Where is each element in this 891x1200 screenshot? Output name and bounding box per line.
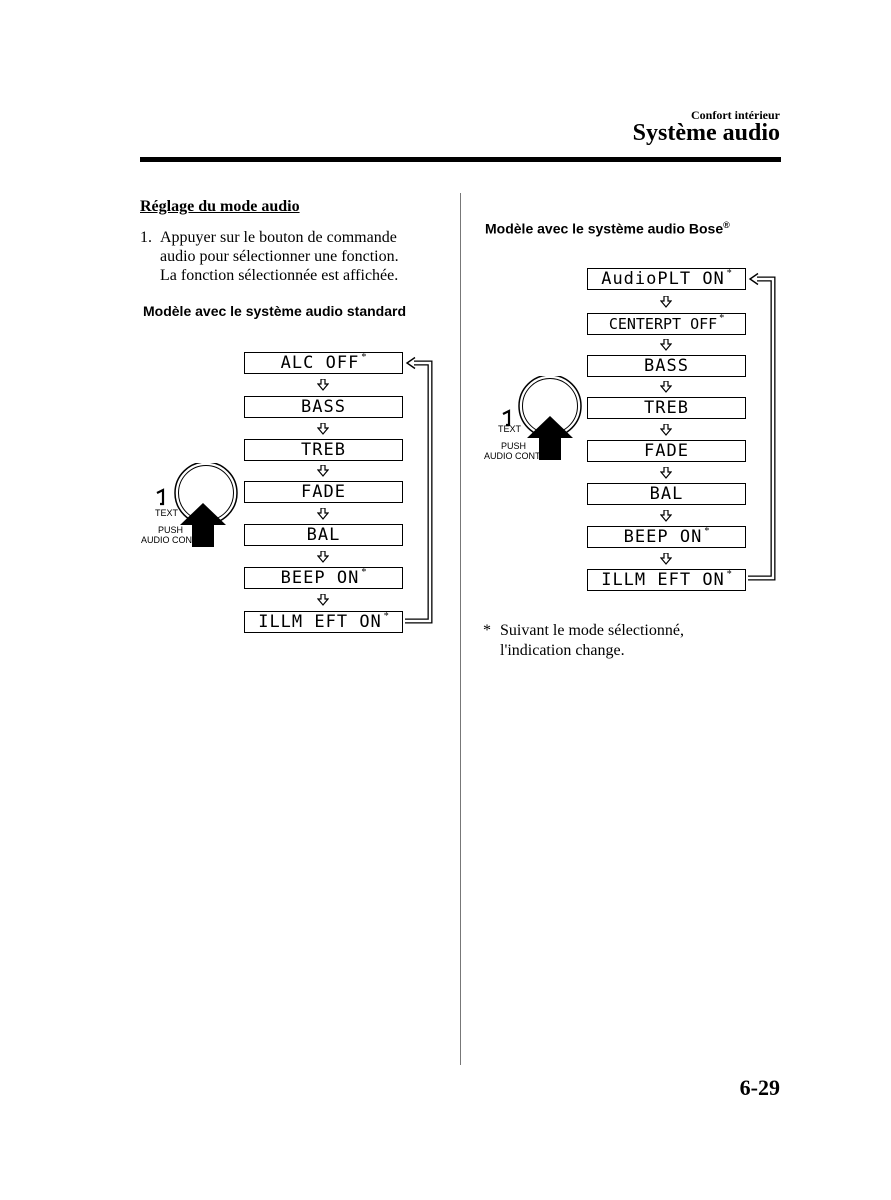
step-number: 1. <box>140 229 152 246</box>
mode-box-treb <box>587 397 746 419</box>
knob-text-label: TEXT <box>498 424 522 434</box>
down-arrow-icon <box>317 508 329 520</box>
return-loop-arrow-icon <box>747 272 779 584</box>
down-arrow-icon <box>660 381 672 393</box>
mode-label: ILLM EFT ON <box>258 611 382 632</box>
mode-box-audioplt-on <box>587 268 746 290</box>
step-text-line: audio pour sélectionner une fonction. <box>160 248 399 265</box>
mode-label: BAL <box>649 483 684 504</box>
step-text-line: Appuyer sur le bouton de commande <box>160 229 397 246</box>
footnote-star: * <box>483 622 491 639</box>
page-title: Système audio <box>632 120 780 146</box>
mode-label: BASS <box>644 355 689 376</box>
mode-box-beep-on <box>244 567 403 589</box>
down-arrow-icon <box>660 553 672 565</box>
mode-label: ALC OFF <box>280 352 360 373</box>
knob-push-label: PUSH <box>158 525 184 535</box>
mode-box-fade <box>244 481 403 503</box>
down-arrow-icon <box>660 424 672 436</box>
knob-push-label: PUSH <box>501 441 527 451</box>
knob-audio-cont-label: AUDIO CONT <box>141 535 198 545</box>
knob-audio-cont-label: AUDIO CONT <box>484 451 541 461</box>
mode-label: ILLM EFT ON <box>601 569 725 590</box>
asterisk-mark: * <box>704 525 710 537</box>
mode-label: TREB <box>644 397 689 418</box>
down-arrow-icon <box>317 551 329 563</box>
mode-box-bal <box>587 483 746 505</box>
asterisk-mark: * <box>726 568 732 580</box>
mode-box-centerpt-off <box>587 313 746 335</box>
asterisk-mark: * <box>361 351 367 363</box>
down-arrow-icon <box>660 467 672 479</box>
down-arrow-icon <box>660 339 672 351</box>
step-text-line: La fonction sélectionnée est affichée. <box>160 267 399 284</box>
down-arrow-icon <box>660 510 672 522</box>
down-arrow-icon <box>317 594 329 606</box>
mode-box-bass <box>244 396 403 418</box>
down-arrow-icon <box>317 379 329 391</box>
down-arrow-icon <box>317 423 329 435</box>
page-number: 6-29 <box>739 1075 780 1100</box>
mode-label: BAL <box>306 524 341 545</box>
header-rule <box>140 157 781 162</box>
mode-box-beep-on <box>587 526 746 548</box>
down-arrow-icon <box>660 296 672 308</box>
mode-box-illm-eft-on <box>244 611 403 633</box>
mode-label: CENTERPT OFF <box>608 314 718 333</box>
mode-label: AudioPLT ON <box>601 268 725 289</box>
footnote-line: l'indication change. <box>500 642 625 659</box>
mode-label: TREB <box>301 439 346 460</box>
mode-box-treb <box>244 439 403 461</box>
asterisk-mark: * <box>383 610 389 622</box>
asterisk-mark: * <box>726 267 732 279</box>
section-heading: Réglage du mode audio <box>140 198 300 215</box>
mode-box-bass <box>587 355 746 377</box>
mode-label: BEEP ON <box>280 567 360 588</box>
mode-box-fade <box>587 440 746 462</box>
registered-mark: ® <box>723 220 730 230</box>
standard-caption: Modèle avec le système audio standard <box>143 303 406 319</box>
return-loop-arrow-icon <box>404 356 436 626</box>
section-label: Confort intérieur <box>691 108 780 122</box>
mode-box-illm-eft-on <box>587 569 746 591</box>
asterisk-mark: * <box>361 566 367 578</box>
mode-label: FADE <box>644 440 689 461</box>
down-arrow-icon <box>317 465 329 477</box>
knob-text-label: TEXT <box>155 508 179 518</box>
mode-box-bal <box>244 524 403 546</box>
footnote-line: Suivant le mode sélectionné, <box>500 622 684 639</box>
mode-label: FADE <box>301 481 346 502</box>
mode-box-alc-off <box>244 352 403 374</box>
column-divider <box>460 193 461 1065</box>
mode-label: BASS <box>301 396 346 417</box>
asterisk-mark: * <box>719 312 725 324</box>
mode-label: BEEP ON <box>623 526 703 547</box>
bose-caption-text: Modèle avec le système audio Bose <box>485 220 724 237</box>
bose-caption <box>485 220 730 237</box>
